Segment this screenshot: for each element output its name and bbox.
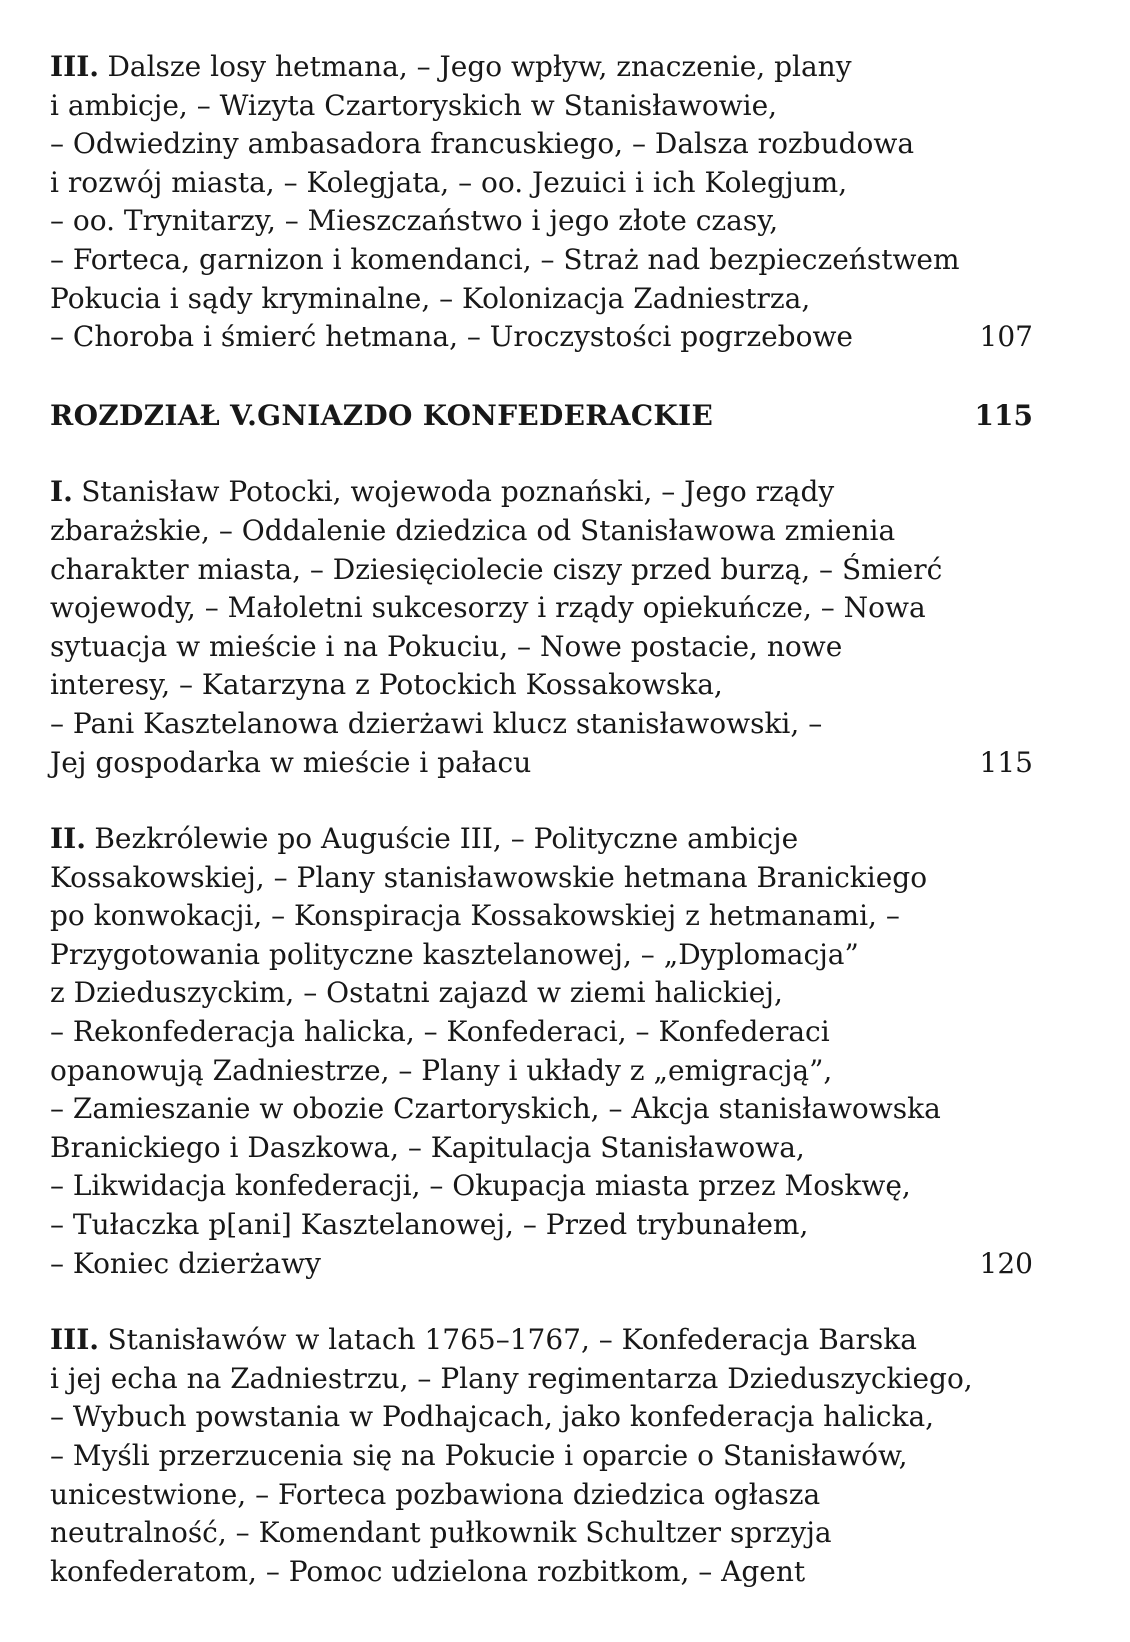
toc-line: – Pani Kasztelanowa dzierżawi klucz stanisławowski, – xyxy=(50,706,823,740)
toc-line: – Wybuch powstania w Podhajcach, jako konfederacja halicka, xyxy=(50,1400,935,1434)
toc-line: Pokucia i sądy kryminalne, – Kolonizacja Zadniestrza, xyxy=(50,281,811,315)
toc-entry-iii-barska xyxy=(50,1321,1033,1591)
toc-line: – Rekonfederacja halicka, – Konfederaci, – Konfederaci xyxy=(50,1015,830,1049)
section-numeral: II. xyxy=(50,822,86,856)
toc-line: Przygotowania polityczne kasztelanowej, – „Dyplomacja” xyxy=(50,937,859,971)
section-numeral: III. xyxy=(50,1323,100,1357)
page-number: 120 xyxy=(979,1246,1033,1280)
toc-entry-iii-hetman xyxy=(50,48,1033,357)
chapter-heading: ROZDZIAŁ V.GNIAZDO KONFEDERACKIE xyxy=(50,398,714,432)
page-number: 107 xyxy=(979,320,1033,354)
section-numeral: I. xyxy=(50,475,73,509)
toc-line: interesy, – Katarzyna z Potockich Kossakowska, xyxy=(50,668,723,702)
toc-line: i ambicje, – Wizyta Czartoryskich w Stanisławowie, xyxy=(50,88,778,122)
toc-line: unicestwione, – Forteca pozbawiona dziedzica ogłasza xyxy=(50,1477,821,1511)
toc-line: charakter miasta, – Dziesięciolecie ciszy przed burzą, – Śmierć xyxy=(50,552,943,586)
toc-line xyxy=(50,1245,1033,1284)
toc-line: z Dzieduszyckim, – Ostatni zajazd w ziemi halickiej, xyxy=(50,976,783,1010)
toc-line xyxy=(50,1321,1033,1360)
toc-line: wojewody, – Małoletni sukcesorzy i rządy opiekuńcze, – Nowa xyxy=(50,591,926,625)
toc-line: opanowują Zadniestrze, – Plany i układy z „emigracją”, xyxy=(50,1053,833,1087)
toc-line: konfederatom, – Pomoc udzielona rozbitkom, – Agent xyxy=(50,1554,806,1588)
toc-line-text: Stanisławów w latach 1765–1767, – Konfederacja Barska xyxy=(107,1323,917,1357)
toc-line: – Myśli przerzucenia się na Pokucie i oparcie o Stanisławów, xyxy=(50,1439,908,1472)
toc-line-text: Bezkrólewie po Auguście III, – Polityczne ambicje xyxy=(94,822,799,856)
chapter-heading-row xyxy=(50,397,1033,436)
page-number: 115 xyxy=(979,745,1033,779)
toc-line xyxy=(50,820,1033,859)
toc-line: – Odwiedziny ambasadora francuskiego, – Dalsza rozbudowa xyxy=(50,127,915,161)
toc-line-text: Jej gospodarka w mieście i pałacu xyxy=(50,745,532,779)
toc-line: – oo. Trynitarzy, – Mieszczaństwo i jego złote czasy, xyxy=(50,204,779,238)
toc-line xyxy=(50,473,1033,512)
toc-line xyxy=(50,318,1033,357)
toc-line: Branickiego i Daszkowa, – Kapitulacja Stanisławowa, xyxy=(50,1130,805,1164)
toc-line: i jej echa na Zadniestrzu, – Plany regimentarza Dzieduszyckiego, xyxy=(50,1361,973,1395)
toc-line-text: – Koniec dzierżawy xyxy=(50,1246,321,1280)
page-number: 115 xyxy=(974,398,1033,432)
toc-line: Kossakowskiej, – Plany stanisławowskie hetmana Branickiego xyxy=(50,860,928,894)
toc-line: neutralność, – Komendant pułkownik Schultzer sprzyja xyxy=(50,1516,832,1550)
toc-line: – Forteca, garnizon i komendanci, – Straż nad bezpieczeństwem xyxy=(50,242,960,276)
toc-line: i rozwój miasta, – Kolegjata, – oo. Jezuici i ich Kolegjum, xyxy=(50,165,848,199)
toc-line xyxy=(50,48,1033,87)
toc-line: – Zamieszanie w obozie Czartoryskich, – Akcja stanisławowska xyxy=(50,1092,941,1126)
toc-line: po konwokacji, – Konspiracja Kossakowskiej z hetmanami, – xyxy=(50,899,900,933)
toc-line: – Likwidacja konfederacji, – Okupacja miasta przez Moskwę, xyxy=(50,1169,911,1203)
toc-entry-ii xyxy=(50,820,1033,1283)
section-numeral: III. xyxy=(50,50,100,83)
toc-line-text: Dalsze losy hetmana, – Jego wpływ, znaczenie, plany xyxy=(107,50,852,83)
toc-line: sytuacja w mieście i na Pokuciu, – Nowe postacie, nowe xyxy=(50,629,843,663)
toc-entry-i xyxy=(50,473,1033,782)
toc-line-text: – Choroba i śmierć hetmana, – Uroczystości pogrzebowe xyxy=(50,320,853,354)
toc-line: – Tułaczka p[ani] Kasztelanowej, – Przed trybunałem, xyxy=(50,1208,809,1242)
toc-line: zbarażskie, – Oddalenie dziedzica od Stanisławowa zmienia xyxy=(50,513,896,547)
toc-line xyxy=(50,744,1033,783)
toc-line-text: Stanisław Potocki, wojewoda poznański, – Jego rządy xyxy=(81,475,835,509)
